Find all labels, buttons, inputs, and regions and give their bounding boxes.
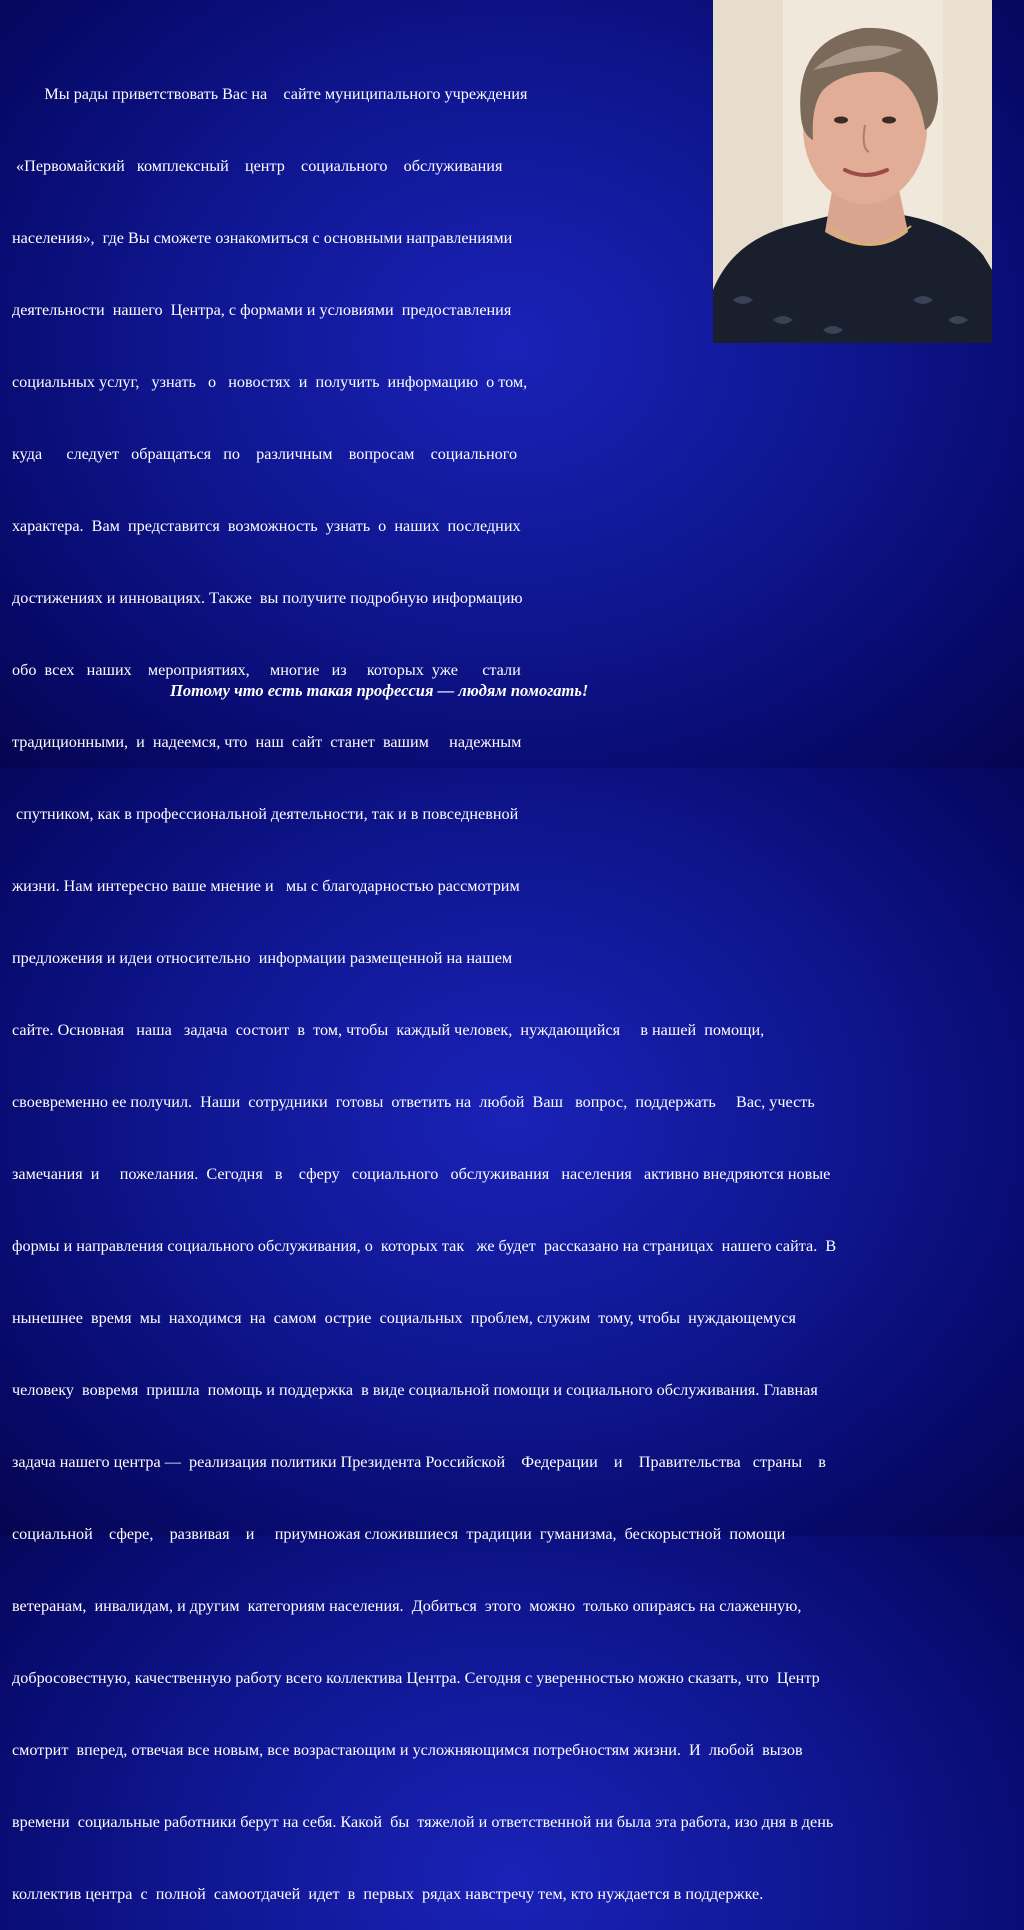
text-line: ветеранам, инвалидам, и другим категориям населения. Добиться этого можно только опираясь на слаженную, — [12, 1597, 802, 1615]
text-line: населения», где Вы сможете ознакомиться с основными направлениями — [12, 229, 513, 247]
text-line: Мы рады приветствовать Вас на сайте муниципального учреждения — [12, 85, 528, 103]
text-line: времени социальные работники берут на себя. Какой бы тяжелой и ответственной ни была эта работа, изо дня в день — [12, 1813, 834, 1831]
text-line: деятельности нашего Центра, с формами и условиями предоставления — [12, 301, 512, 319]
text-line: коллектив центра с полной самоотдачей идет в первых рядах навстречу тем, кто нуждается в поддержке. — [12, 1885, 764, 1903]
text-line: традиционными, и надеемся, что наш сайт станет вашим надежным — [12, 733, 522, 751]
text-line: предложения и идеи относительно информации размещенной на нашем — [12, 949, 513, 967]
text-line: куда следует обращаться по различным вопросам социального — [12, 445, 518, 463]
text-line: нынешнее время мы находимся на самом острие социальных проблем, служим тому, чтобы нуждающемуся — [12, 1309, 796, 1327]
text-line: своевременно ее получил. Наши сотрудники готовы ответить на любой Ваш вопрос, поддержать Вас, учесть — [12, 1093, 815, 1111]
text-line: «Первомайский комплексный центр социального обслуживания — [12, 157, 503, 175]
text-line: жизни. Нам интересно ваше мнение и мы с благодарностью рассмотрим — [12, 877, 520, 895]
welcome-text — [12, 34, 1022, 1930]
text-line: достижениях и инновациях. Также вы получите подробную информацию — [12, 589, 523, 607]
text-line: замечания и пожелания. Сегодня в сферу социального обслуживания населения активно внедряются новые — [12, 1165, 831, 1183]
text-line: социальной сфере, развивая и приумножая сложившиеся традиции гуманизма, бескорыстной помощи — [12, 1525, 786, 1543]
text-line: спутником, как в профессиональной деятельности, так и в повседневной — [12, 805, 519, 823]
text-line: смотрит вперед, отвечая все новым, все возрастающим и усложняющимся потребностям жизни. И любой вызов — [12, 1741, 803, 1759]
text-line: сайте. Основная наша задача состоит в том, чтобы каждый человек, нуждающийся в нашей помощи, — [12, 1021, 765, 1039]
text-line: обо всех наших мероприятиях, многие из которых уже стали — [12, 661, 521, 679]
text-line: задача нашего центра — реализация политики Президента Российской Федерации и Правительства страны в — [12, 1453, 826, 1471]
text-line: добросовестную, качественную работу всего коллектива Центра. Сегодня с уверенностью можно сказать, что Центр — [12, 1669, 820, 1687]
text-line: человеку вовремя пришла помощь и поддержка в виде социальной помощи и социального обслуживания. Главная — [12, 1381, 818, 1399]
text-line: социальных услуг, узнать о новостях и получить информацию о том, — [12, 373, 528, 391]
motto: Потому что есть такая профессия — людям помогать! — [170, 681, 589, 700]
text-line: формы и направления социального обслуживания, о которых так же будет рассказано на страницах нашего сайта. В — [12, 1237, 837, 1255]
text-line: характера. Вам представится возможность узнать о наших последних — [12, 517, 521, 535]
